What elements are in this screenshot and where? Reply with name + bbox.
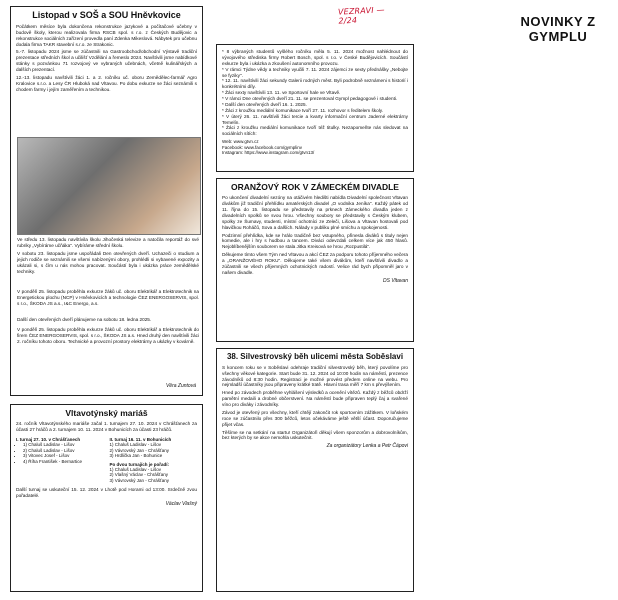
- list-item: II. turnaj 16. 11. v Bohunicích: [109, 437, 172, 443]
- list-item: 1) Chaluš Ladislav - Lišov: [109, 467, 162, 473]
- oranzovy-article: [216, 178, 414, 342]
- mariase-list-2: [110, 437, 198, 459]
- photo-farm-visit: [17, 137, 201, 235]
- listopad-paragraph-1: Počátkem měsíce byla dokončena rekonstrukce jazykové a počítačové učebny v budově školy, kterou realizovala firma RSCB spol. s r.o. z Českých Budějovic a rekonstrukce sociálních zařízení provedla paní Zdenka Mikeslová. Nábytek pro učebnu dodala firma TAKR stavební s.r.o. ze Strakonic.: [16, 23, 197, 47]
- listopad-paragraph-7: Další den otevřených dveří plánujeme na sobotu 18. ledna 2025.: [17, 317, 152, 322]
- listopad-paragraph-6: V pondělí 25. listopadu proběhla exkurze žáků uč. oboru Elektrikář a Elektrotechnik na Energetickou plochu (NCP) v Hněvkovicích a technologie ČEZ ENERGOSERVIS, spol. s r.o., ŠKODA JS a.s., I&C Energo, a.s.: [17, 289, 199, 306]
- mariase-list-1: [16, 442, 104, 464]
- listopad-paragraph-4: Ve středu 13. listopadu navštívila školu Jihočeská televize a natočila reportáž do své rubriky „Vybíráme učňáka". Vybíráme střední školu.: [17, 237, 199, 248]
- listopad-article: [10, 6, 203, 396]
- listopad-paragraph-8: V pondělí 25. listopadu proběhla exkurze žáků uč. oboru Elektrikář a Elektrotechnik do firem ČEZ ENERGOSERVIS, spol. s r.o., ŠKODA JS a.s. Hned druhý den navštívili žáci 2. ročníku tohoto oboru. Technické a provozní prostory elektrárny a ukázky v kovárně.: [17, 327, 199, 344]
- listopad-paragraph-2: 5.-7. listopadu 2024 jsme se zúčastnili na Gastroobchod/obchodní Výstavě tradiční prezentace středních škol a učilišť Vzdělání a řemeslo 2024. Navštívili jsme nabídkové stánky s pozvánkou 71 rozvojový ve vybraných učebnách, včetně kulinářských a dalších prezentací.: [16, 49, 197, 73]
- oranzovy-text-3: Děkujeme tímto všem Tým ned Vltavou a akcí ČEZ za podporu tohoto příjemného večera a „ORANŽOVÉHO ROKU". Děkujeme také všem divákům, kteří navštívili divadlo a zúčastnili se všech příjemných ochotnických radostí. Velice rád bych připomněl jaro v našem divadle.: [222, 252, 408, 275]
- oranzovy-text-1: Po ukončení divadelní sezóny na otáčivém hledišti nabídla Divadelní společnost Vltavan divákům již tradiční přehlídku amatérských divadel „O vodnika Jeníka". Každý pátek od 11. října do 15. listopadu se představily na prknech Zámeckého divadla jeden z divadelních spolků se svou hrou. Všechny soubory se představily s Českým klubem, spolky ze Šumavy, studenti, místní ochotníci ze Zeleči, Lišova a Vltavan hostovali pod hlavičkou Roháčů, Sova a dalších. Nálady v publiku plné smíchu a spokojenosti.: [222, 195, 408, 230]
- mariase-signature: Václav Vlašný: [165, 500, 197, 507]
- gympl-links: [222, 139, 408, 155]
- gympl-link-web[interactable]: Web: www.gtvn.cz: [222, 139, 259, 145]
- mariase-results-col-2: [110, 437, 198, 483]
- silvestr-text-3: Závod je otevřený pro všechny, kteří chtějí zakončit rok sportovním zážitkem. V loňském roce se zúčastnilo přes 300 běžců, letos očekáváme ještě větší účast. Doporučujeme přijet včas.: [222, 409, 408, 427]
- list-item: • 3) Vitovec Josef - Lišov: [23, 453, 104, 458]
- gympl-text: * 8 výbraných studentů vyšlého ročníku měla 5. 11. 2024 možnost nahlédnout do vývojového střediska firmy Robert Bosch, spol. s r.o. v České Budějovicích. Součástí exkurze byla i ukázka a zkoušení autonomního provozu. * V rámci Týdne vědy a techniky vyučili 7. 11. 2024 zájemci ze sexty přednášky „Nebojte se fyziky". * 12. 11. navštívili žáci sekundy Galerii rodných měst. Byli podrobně seznámeni s historií i konkrétními díly. * Žáci sexty navštívili 13. 11. ve Sportovní hale ve Vltavě. * V rámci Dne otevřených dveří 21. 11. se prezentoval Gympl pedagogové i studenti. * Další den otevřených dveří 16. 1. 2025. * Žáci z kroužku mediální komunikace tvoří 27. 11. rozhovor s ředitelem školy. * V úterý 26. 11. navštívili žáci tercie a kvarty informační centrum Jaderné elektrárny Temelín. * Žáci z kroužku mediální komunikace tvoří též titulky. Nezapomeňte nás sledovat na sociálních sítích:: [222, 49, 408, 137]
- oranzovy-signature: DS Vltavan: [382, 277, 408, 284]
- listopad-paragraph-3: 12.-13. listopadu navštívili žáci 1. a 2. ročníku uč. oboru Zemědělec-farmář Agro Kralovice s.r.o. a Lesy ČR Hluboká nad Vltavou. Po dobu exkurze se žáci seznámili s chodem farmy i jejím zaměřením a technikou.: [16, 74, 197, 92]
- list-item: 1) Chaluš Ladislav - Lišov: [109, 442, 162, 448]
- gympl-link-instagram[interactable]: Instagram: https://www.instagram.com/gtvn13/: [222, 149, 315, 155]
- mariase-results-title: I. turnaj 27. 10. v Chrášťanech: [16, 437, 81, 443]
- listopad-paragraph-5: V sobotu 23. listopadu jsme uspořádali Den otevřených dveří. Uchazeči o studium a jejich rodiče se seznámili se všemi nabízenými obory, prohlédli si vybavené expozity a ukázali si, s čím u nás mohou pracovat. Součástí byla i ukázka práce zemědělské techniky.: [17, 251, 199, 274]
- gympl-link-facebook[interactable]: Facebook: www.facebook.com/gymplinv: [222, 144, 303, 150]
- list-item: 3) Vávrovský Jan - Chrášťany: [109, 477, 169, 483]
- mariase-results-col-1: [16, 437, 104, 483]
- gympl-logo-text: NOVINKY Z GYMPLU: [520, 14, 596, 44]
- list-item: • 2) Chaluš Ladislav - Lišov: [23, 448, 104, 453]
- gympl-article: [216, 44, 414, 172]
- list-item: Po dvou turnajích je pořadí:: [109, 461, 170, 467]
- oranzovy-text-2: Podzimní přehlídka, kde se hrálo tradičně bez vstupného, přinesla diváků s tituly nejen komedie, ale i hry s hudbou a tancem. Diváci odevzdali celkem více jak 450 hlasů. Nejoblíbenějším souborem se stala Jitka Kreisová se hrou „Rozpustilá".: [222, 232, 408, 250]
- handwritten-stamp: VEZRAVI — 2/24: [337, 5, 385, 26]
- silvestr-signature: Za organizátory Lenka a Petr Čápovi: [326, 443, 408, 450]
- oranzovy-title: ORANŽOVÝ ROK V ZÁMECKÉM DIVADLE: [231, 182, 399, 192]
- list-item: • 1) Chaluš Ladislav - Lišov: [23, 442, 104, 447]
- silvestr-text-2: Hned po závodech proběhne vyhlášení výsledků a ocenění vítězů. Každý z běžců obdrží pamětní medaili a drobné občerstvení. Na náměstí bude připraven teplý čaj a svařené víno pro diváky i závodníky.: [222, 390, 408, 408]
- list-item: • 4) Říha František - Bernartice: [23, 459, 104, 464]
- mariase-article: [10, 404, 203, 592]
- listopad-title: Listopad v SOŠ a SOU Hněvkovice: [32, 10, 181, 20]
- list-item: 3) Hrdlička Jan - Bohunice: [109, 453, 163, 459]
- mariase-next: Další turnaj se uskuteční 15. 12. 2024 v Lhotě pod Horami od 13:00. Srdečně zvou pořadatelé.: [16, 487, 197, 499]
- silvestr-text-1: S koncem roku se v Soběslavi odehraje tradiční silvestrovský běh, který povolíme pro všechny věkové kategorie. Start bude 31. 12. 2024 od 10:00 hodin na náměstí, prezence závodníků od 8:30 hodin. Registraci je možné provést předem online na webu. Pro nejmladší účastníky jsou připraveny krátké tratě. Hlavní trasa měří 7 km s převýšením.: [222, 364, 408, 388]
- mariase-results: [16, 437, 197, 483]
- listopad-signature: Věra Zuntová: [165, 383, 196, 389]
- gympl-logo: [498, 8, 618, 44]
- silvestr-article: [216, 348, 414, 592]
- mariase-title: Vltavotýnský mariáš: [65, 408, 148, 418]
- list-item: 2) Vávrovský Jan - Chrášťany: [109, 447, 169, 453]
- silvestr-text-4: Těšíme se na setkání na startu! Organizátoři děkují všem sponzorům a dobrovolníkům, bez kterých by se akce nemohla uskutečnit.: [222, 429, 408, 441]
- mariase-list-3: [110, 462, 198, 484]
- silvestr-title: 38. Silvestrovský běh ulicemi města Soběslavi: [226, 352, 404, 361]
- list-item: 2) Vlašný Václav - Chrášťany: [109, 472, 168, 478]
- mariase-intro: 24. ročník Vltavotýnského mariáše začal 1. turnajem 27. 10. 2024 v Chrášťanech za účasti 27 hráčů a 2. turnajem 10. 11. 2024 v Bohunicích za účasti 23 hráčů.: [16, 421, 197, 433]
